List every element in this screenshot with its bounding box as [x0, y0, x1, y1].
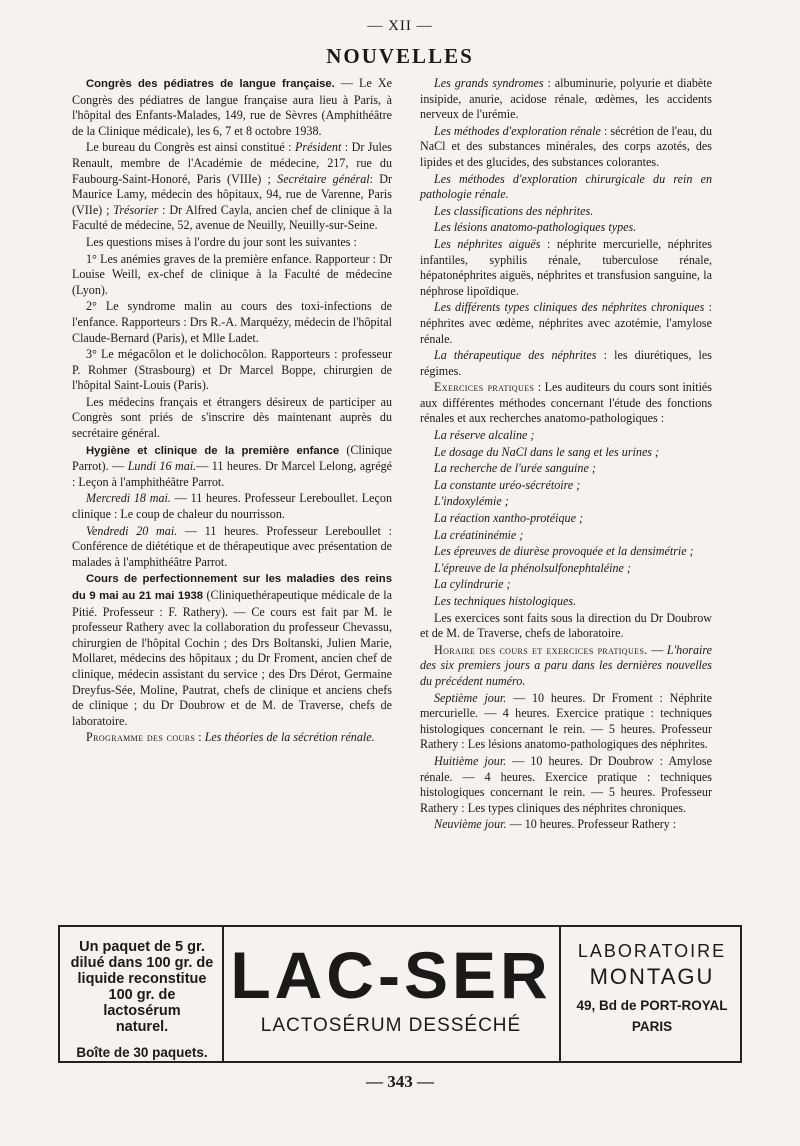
ad-lab-address: 49, Bd de PORT-ROYAL: [576, 998, 728, 1013]
list-item: La constante uréo-sécrétoire ;: [434, 477, 581, 492]
paragraph-q2: 2° Le syndrome malin au cours des toxi-infections de l'enfance. Rapporteurs : Drs R.-A. Marquézy, médecin de l'hôpital Claude-Bernard (Paris), et Mlle Ladet.: [72, 299, 392, 345]
ad-lab-city: PARIS: [631, 1019, 673, 1034]
paragraph-exercices-faits: Les exercices sont faits sous la direction du Dr Doubrow et de M. de Traverse, chefs de laboratoire.: [420, 610, 712, 641]
section-title-cours: Cours de perfectionnement sur les maladies des reins du 9 mai au 21 mai 1938: [72, 573, 392, 602]
paragraph-mercredi: Mercredi 18 mai. — 11 heures. Professeur Lereboullet. Leçon clinique : Le coup de chaleur du nourrisson.: [72, 491, 393, 522]
paragraph-chroniques: Les différents types cliniques des néphrites chroniques : néphrites avec œdème, néphrites avec azotémie, l'amylose rénale.: [420, 300, 712, 346]
ad-laboratory: LABORATOIRE MONTAGU 49, Bd de PORT-ROYAL PARIS: [563, 939, 741, 1037]
paragraph-q1: 1° Les anémies graves de la première enfance. Rapporteur : Dr Louise Weill, ex-chef de clinique à la Faculté de médecine (Lyon).: [72, 251, 392, 297]
paragraph-grands-syndromes: Les grands syndromes : albuminurie, polyurie et diabète insipide, anurie, acidose rénale, œdèmes, les accidents nerveux de l'urémie.: [420, 76, 713, 122]
paragraph-neuvieme: Neuvième jour. — 10 heures. Professeur Rathery :: [434, 817, 677, 832]
ad-brand-subtitle: LACTOSÉRUM DESSÉCHÉ: [260, 1015, 522, 1036]
paragraph-huitieme: Huitième jour. — 10 heures. Dr Doubrow : Amylose rénale. — 4 heures. Exercice pratique : techniques histologiques concernant le rein. — 5 heures. Professeur Rathery : Les types cliniques des néphrites chroniques.: [420, 753, 712, 815]
paragraph-lesions: Les lésions anatomo-pathologiques types.: [434, 220, 637, 235]
ad-divider: [559, 927, 561, 1061]
ad-box-size: Boîte de 30 paquets.: [76, 1045, 208, 1060]
paragraph-hygiene: Hygiène et clinique de la première enfance (Clinique Parrot). — Lundi 16 mai.— 11 heures. Dr Marcel Lelong, agrégé : Leçon à l'amphithéâtre Parrot.: [72, 442, 393, 489]
list-item: La créatininémie ;: [434, 527, 524, 542]
paragraph-septieme: Septième jour. — 10 heures. Dr Froment : Néphrite mercurielle. — 4 heures. Exercice pratique : techniques histologiques concernant le rein. — 5 heures. Professeur Rathery : Les lésions anatomo-pathologiques des néphrites.: [420, 690, 712, 752]
left-column: [72, 76, 392, 747]
paragraph-methodes: Les méthodes d'exploration rénale : sécrétion de l'eau, du NaCl et des substances minérales, des corps azotés, des lipides et des glucides, des substances colorantes.: [420, 123, 712, 169]
ad-brand-name: LAC-SER: [230, 938, 552, 1012]
paragraph-methodes-chir: Les méthodes d'exploration chirurgicale du rein en pathologie rénale.: [420, 171, 712, 202]
list-item: L'épreuve de la phénolsulfonephtaléine ;: [434, 560, 631, 575]
list-item: La réserve alcaline ;: [434, 428, 535, 443]
paragraph-aigues: Les néphrites aiguës : néphrite mercurielle, néphrites infantiles, syphilis rénale, tuberculose rénale, hépatonéphrites aiguës, néphrites et transfusion sanguine, la néphrose lipoïdique.: [420, 236, 712, 298]
page-title: NOUVELLES: [326, 44, 474, 68]
list-item: Les techniques histologiques.: [434, 594, 577, 608]
paragraph-invite: Les médecins français et étrangers désireux de participer au Congrès sont priés de s'inscrire dès maintenant auprès du secrétaire général.: [72, 394, 392, 441]
paragraph-q3: 3° Le mégacôlon et le dolichocôlon. Rapporteurs : professeur P. Rohmer (Strasbourg) et Dr Marcel Boppe, chirurgien de l'hôpital Saint-Louis (Paris).: [72, 347, 392, 393]
section-title-hygiene: Hygiène et clinique de la première enfance: [86, 444, 340, 457]
paragraph-congres: Congrès des pédiatres de langue française. — Le Xe Congrès des pédiatres de langue française aura lieu à Paris, à l'hôpital des Enfants-Malades, 149, rue de Sèvres (Amphithéâtre de la Clinique médicale), les 6, 7 et 8 octobre 1938.: [72, 76, 392, 138]
list-item: Les épreuves de diurèse provoquée et la densimétrie ;: [434, 544, 694, 559]
list-item: La recherche de l'urée sanguine ;: [434, 461, 596, 476]
list-item: La cylindrurie ;: [434, 577, 511, 592]
paragraph-therapeutique: La thérapeutique des néphrites : les diurétiques, les régimes.: [420, 348, 712, 378]
page-roman-numeral: — XII —: [367, 18, 433, 34]
ad-product-description: Un paquet de 5 gr. dilué dans 100 gr. de liquide reconstitue 100 gr. de lactosérum naturel. Boîte de 30 paquets.: [68, 939, 216, 1061]
list-item: Le dosage du NaCl dans le sang et les urines ;: [434, 444, 660, 459]
right-column: [420, 76, 712, 834]
paragraph-exercices: Exercices pratiques : Les auditeurs du cours sont initiés aux différentes méthodes concernant l'étude des fonctions rénales et aux recherches anatomo-pathologiques :: [420, 380, 712, 426]
list-item: La réaction xantho-protéique ;: [434, 511, 584, 526]
paragraph-vendredi: Vendredi 20 mai. — 11 heures. Professeur Lereboullet : Conférence de diététique et de thérapeutique avec présentation de malades à l'amphithéâtre Parrot.: [72, 523, 392, 569]
paragraph-classifications: Les classifications des néphrites.: [434, 203, 594, 218]
paragraph-cours: Cours de perfectionnement sur les maladies des reins du 9 mai au 21 mai 1938 (Cliniquethérapeutique médicale de la Pitié. Professeur : F. Rathery). — Ce cours est fait par M. le professeur Rathery avec la collaboration du professeur Chevassu, chirurgien de l'hôpital Cochin ; des Drs Boltanski, Julien Marie, Mollaret, médecins des hôpitaux ; du Dr Froment, ancien chef de clinique, médecin assistant du service ; des Drs Dérot, Germaine Dreyfus-Sée, Moline, Pautrat, chefs de clinique et anciens chefs de clinique ; du Dr Doubrow et de M. de Traverse, chefs de laboratoire.: [72, 573, 392, 728]
list-item: L'indoxylémie ;: [434, 494, 509, 509]
paragraph-questions: Les questions mises à l'ordre du jour sont les suivantes :: [86, 234, 357, 249]
paragraph-horaire: Horaire des cours et exercices pratiques. — L'horaire des six premiers jours a paru dans les dernières nouvelles du précédent numéro.: [420, 642, 713, 688]
paragraph-bureau: Le bureau du Congrès est ainsi constitué : Président : Dr Jules Renault, membre de l'Académie de médecine, 217, rue du Faubourg-Saint-Honoré, Paris (VIIIe) ; Secrétaire général: Dr Maurice Lamy, médecin des hôpitaux, 94, rue de Varenne, Paris (VIIe) ; Trésorier : Dr Alfred Cayla, ancien chef de clinique à la Faculté de médecine, 52, avenue de Neuilly, Neuilly-sur-Seine.: [72, 140, 392, 233]
advertisement: [58, 925, 742, 1063]
ad-divider: [222, 927, 224, 1061]
section-title-congres: Congrès des pédiatres de langue française.: [86, 78, 335, 90]
page-number: — 343 —: [366, 1072, 434, 1091]
paragraph-programme: Programme des cours : Les théories de la sécrétion rénale.: [86, 730, 375, 745]
